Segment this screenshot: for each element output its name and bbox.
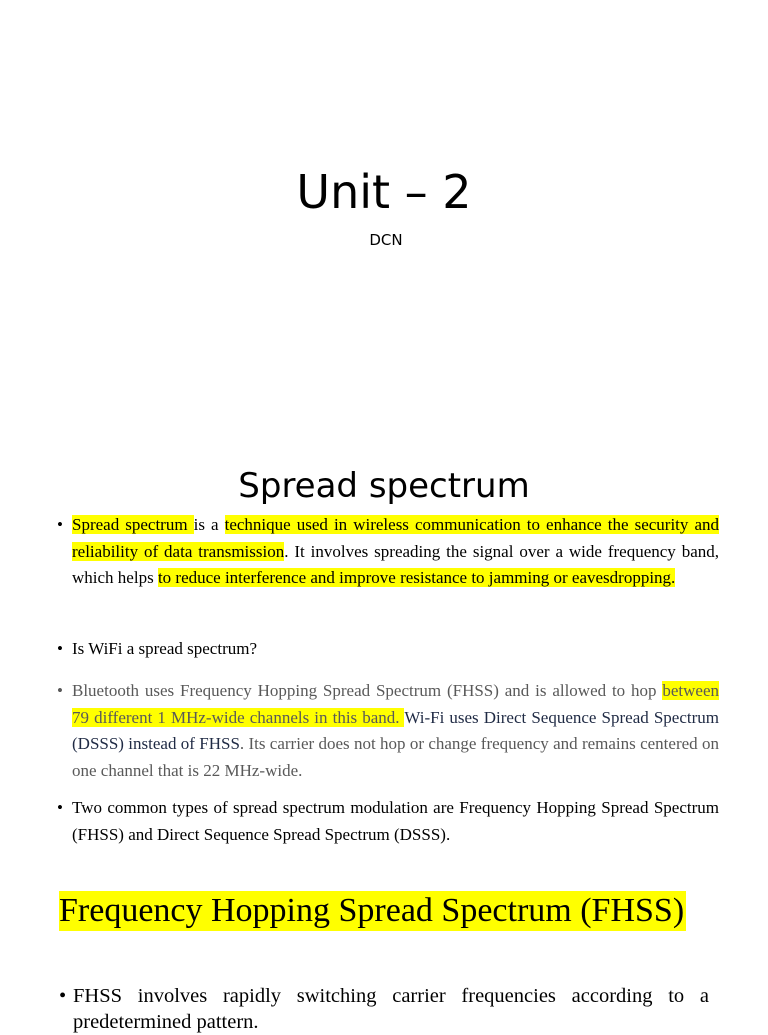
bullet-dot: • (59, 985, 67, 1007)
highlighted-text: Spread spectrum (72, 515, 194, 534)
slide-title: Unit – 2 (296, 165, 472, 219)
bullet-dot: • (57, 798, 63, 817)
slide-subtitle: DCN (369, 231, 403, 249)
bullet-list-3 (57, 678, 719, 784)
body-text: . It involves spreading the signal over a wide frequency band, which helps (72, 541, 719, 588)
bullet-fhss (59, 983, 709, 1035)
body-text: Bluetooth uses Frequency Hopping Spread Spectrum (FHSS) and is allowed to hop (72, 681, 663, 700)
title-slide (0, 0, 768, 440)
bullet-dot: • (57, 681, 63, 700)
bullet-list-2 (57, 636, 719, 663)
content-slide (0, 440, 768, 1033)
bullet-types (57, 794, 719, 848)
bullet-list-4 (57, 794, 719, 848)
highlighted-text: between 79 different 1 MHz-wide channels in this band. (72, 681, 719, 727)
bullet-bluetooth-wifi (57, 678, 719, 784)
bullet-definition (57, 512, 719, 592)
bullet-dot: • (57, 515, 63, 534)
emphasis-text: Wi-Fi uses Direct Sequence Spread Spectrum (DSSS) instead of FHSS (72, 707, 719, 754)
highlighted-text: to reduce interference and improve resistance to jamming or eavesdropping. (157, 568, 676, 588)
bullet-list-1 (57, 512, 719, 592)
body-text: Is WiFi a spread spectrum? (72, 639, 258, 658)
body-text: Two common types of spread spectrum modulation are Frequency Hopping Spread Spectrum (FHSS) and Direct Sequence Spread Spectrum (DSSS). (72, 798, 719, 844)
bullet-question (57, 636, 719, 663)
body-text: . Its carrier does not hop or change frequency and remains centered on one channel that is 22 MHz-wide. (72, 734, 719, 780)
bullet-dot: • (57, 639, 63, 658)
section-heading: Spread spectrum (238, 466, 530, 506)
highlighted-text: technique used in wireless communication to enhance the security and reliability of data transmission (72, 515, 719, 561)
bullet-list-fhss (59, 983, 709, 1035)
body-text: is a (193, 515, 225, 534)
body-text: FHSS involves rapidly switching carrier frequencies according to a predetermined pattern. (73, 985, 709, 1033)
fhss-heading: Frequency Hopping Spread Spectrum (FHSS) (59, 892, 685, 929)
